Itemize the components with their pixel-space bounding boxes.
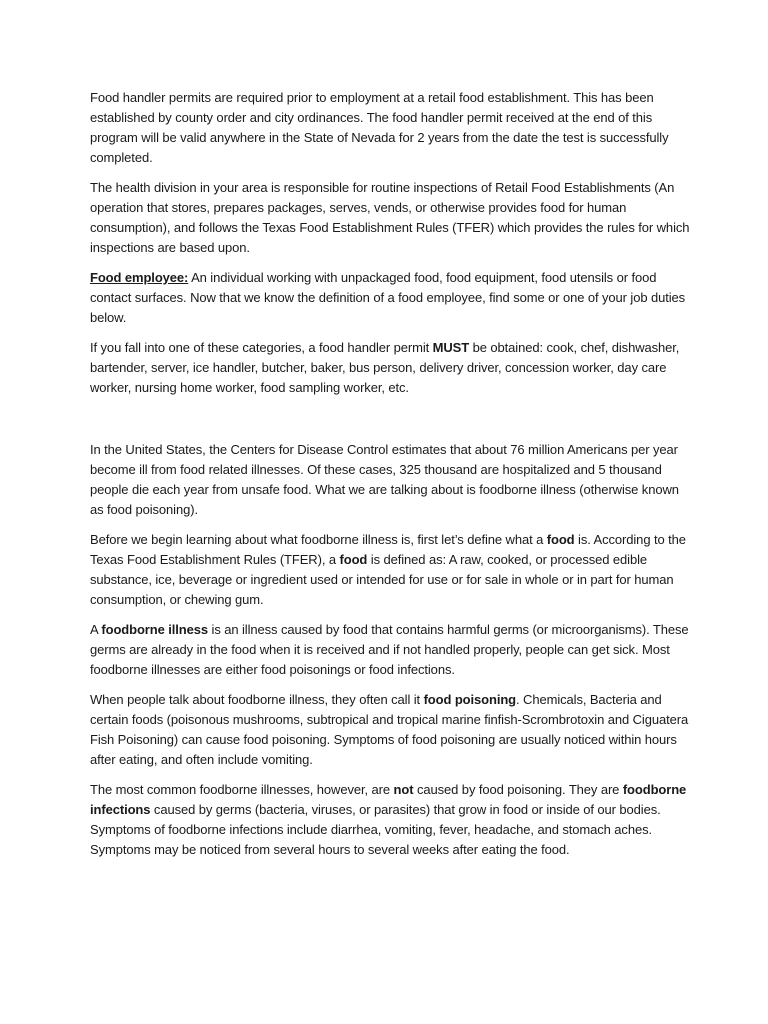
- term-food-poisoning: food poisoning: [423, 692, 517, 707]
- paragraph-food-employee: [90, 268, 690, 328]
- foodborne-infections-text-c: caused by germs (bacteria, viruses, or parasites) that grow in food or inside of our bodies. Symptoms of foodborne infections include diarrhea, vomiting, fever, headache, and stomach aches. Symptoms may be noticed from several hours to several weeks after eating the food.: [90, 802, 661, 857]
- foodborne-infections-text-a: The most common foodborne illnesses, however, are: [90, 782, 394, 797]
- paragraph-foodborne-illness: [90, 620, 690, 680]
- term-foodborne-infections: foodborne infections: [90, 782, 687, 817]
- paragraph-cdc-statistics: In the United States, the Centers for Disease Control estimates that about 76 million Americans per year become ill from food related illnesses. Of these cases, 325 thousand are hospitalized and 5 thousand people die each year from unsafe food. What we are talking about is foodborne illness (otherwise known as food poisoning).: [90, 442, 679, 517]
- not-emphasis: not: [393, 782, 414, 797]
- food-employee-definition: An individual working with unpackaged food, food equipment, food utensils or food contact surfaces. Now that we know the definition of a food employee, find some or one of your job duties below.: [90, 270, 686, 325]
- paragraph-food-poisoning: [90, 690, 690, 770]
- term-food-1: food: [546, 532, 575, 547]
- section-gap: [90, 408, 690, 440]
- paragraph-permit-requirement: Food handler permits are required prior to employment at a retail food establishment. This has been established by county order and city ordinances. The food handler permit received at the end of this program will be valid anywhere in the State of Nevada for 2 years from the date the test is successfully completed.: [90, 90, 669, 165]
- term-food-2: food: [339, 552, 368, 567]
- food-poisoning-text-a: When people talk about foodborne illness, they often call it: [90, 692, 424, 707]
- food-definition-text-b: is. According to the Texas Food Establishment Rules (TFER), a: [90, 532, 686, 567]
- food-definition-text-a: Before we begin learning about what foodborne illness is, first let’s define what a: [90, 532, 547, 547]
- food-definition-text-c: is defined as: A raw, cooked, or processed edible substance, ice, beverage or ingredient used or intended for use or for sale in whole or in part for human consumption, or chewing gum.: [90, 552, 674, 607]
- paragraph-health-division: The health division in your area is responsible for routine inspections of Retail Food Establishments (An operation that stores, prepares packages, serves, vends, or otherwise provides food for human consumption), and follows the Texas Food Establishment Rules (TFER) which provides the rules for which inspections are based upon.: [90, 180, 690, 255]
- job-categories-text-b: be obtained: cook, chef, dishwasher, bartender, server, ice handler, butcher, baker, bus person, delivery driver, concession worker, day care worker, nursing home worker, food sampling worker, etc.: [90, 340, 680, 395]
- paragraph-foodborne-infections: [90, 780, 690, 860]
- term-food-employee: Food employee:: [90, 270, 189, 285]
- document-page: [90, 88, 690, 870]
- food-poisoning-text-b: . Chemicals, Bacteria and certain foods (poisonous mushrooms, subtropical and tropical marine finfish-Scrombrotoxin and Ciguatera Fish Poisoning) can cause food poisoning. Symptoms of food poisoning are usually noticed within hours after eating, and often include vomiting.: [90, 692, 689, 767]
- paragraph-food-definition: [90, 530, 690, 610]
- foodborne-illness-text-b: is an illness caused by food that contains harmful germs (or microorganisms). These germs are already in the food when it is received and if not handled properly, people can get sick. Most foodborne illnesses are either food poisonings or food infections.: [90, 622, 689, 677]
- paragraph-job-categories: [90, 338, 690, 398]
- job-categories-text-a: If you fall into one of these categories, a food handler permit: [90, 340, 433, 355]
- term-foodborne-illness: foodborne illness: [101, 622, 209, 637]
- must-emphasis: MUST: [432, 340, 470, 355]
- foodborne-illness-text-a: A: [90, 622, 102, 637]
- foodborne-infections-text-b: caused by food poisoning. They are: [413, 782, 623, 797]
